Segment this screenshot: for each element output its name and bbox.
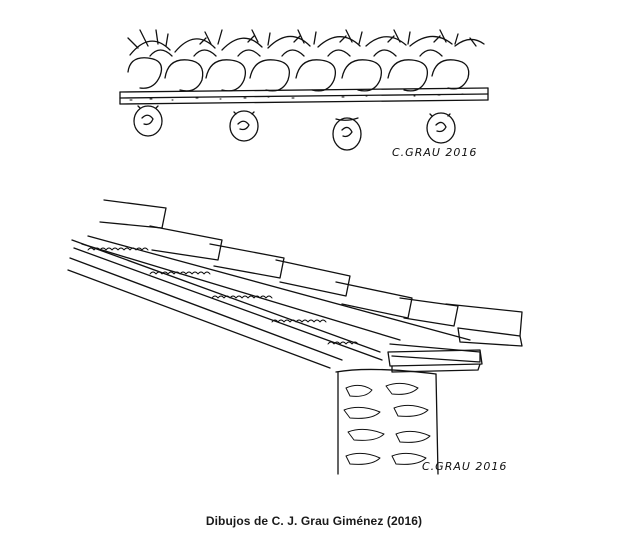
top-signature: C.GRAU 2016: [392, 146, 478, 159]
top-eaves-tiles: [128, 50, 469, 91]
top-rafter-ends: [134, 106, 455, 150]
bottom-masonry-wall: [336, 369, 438, 474]
bottom-signature: C.GRAU 2016: [422, 460, 508, 473]
figure-caption: Dibujos de C. J. Grau Giménez (2016): [205, 514, 423, 528]
top-drawing: [120, 30, 488, 159]
bottom-drawing: [68, 200, 522, 474]
top-mortar-band: [120, 88, 488, 104]
top-upper-tiles: [128, 30, 484, 55]
